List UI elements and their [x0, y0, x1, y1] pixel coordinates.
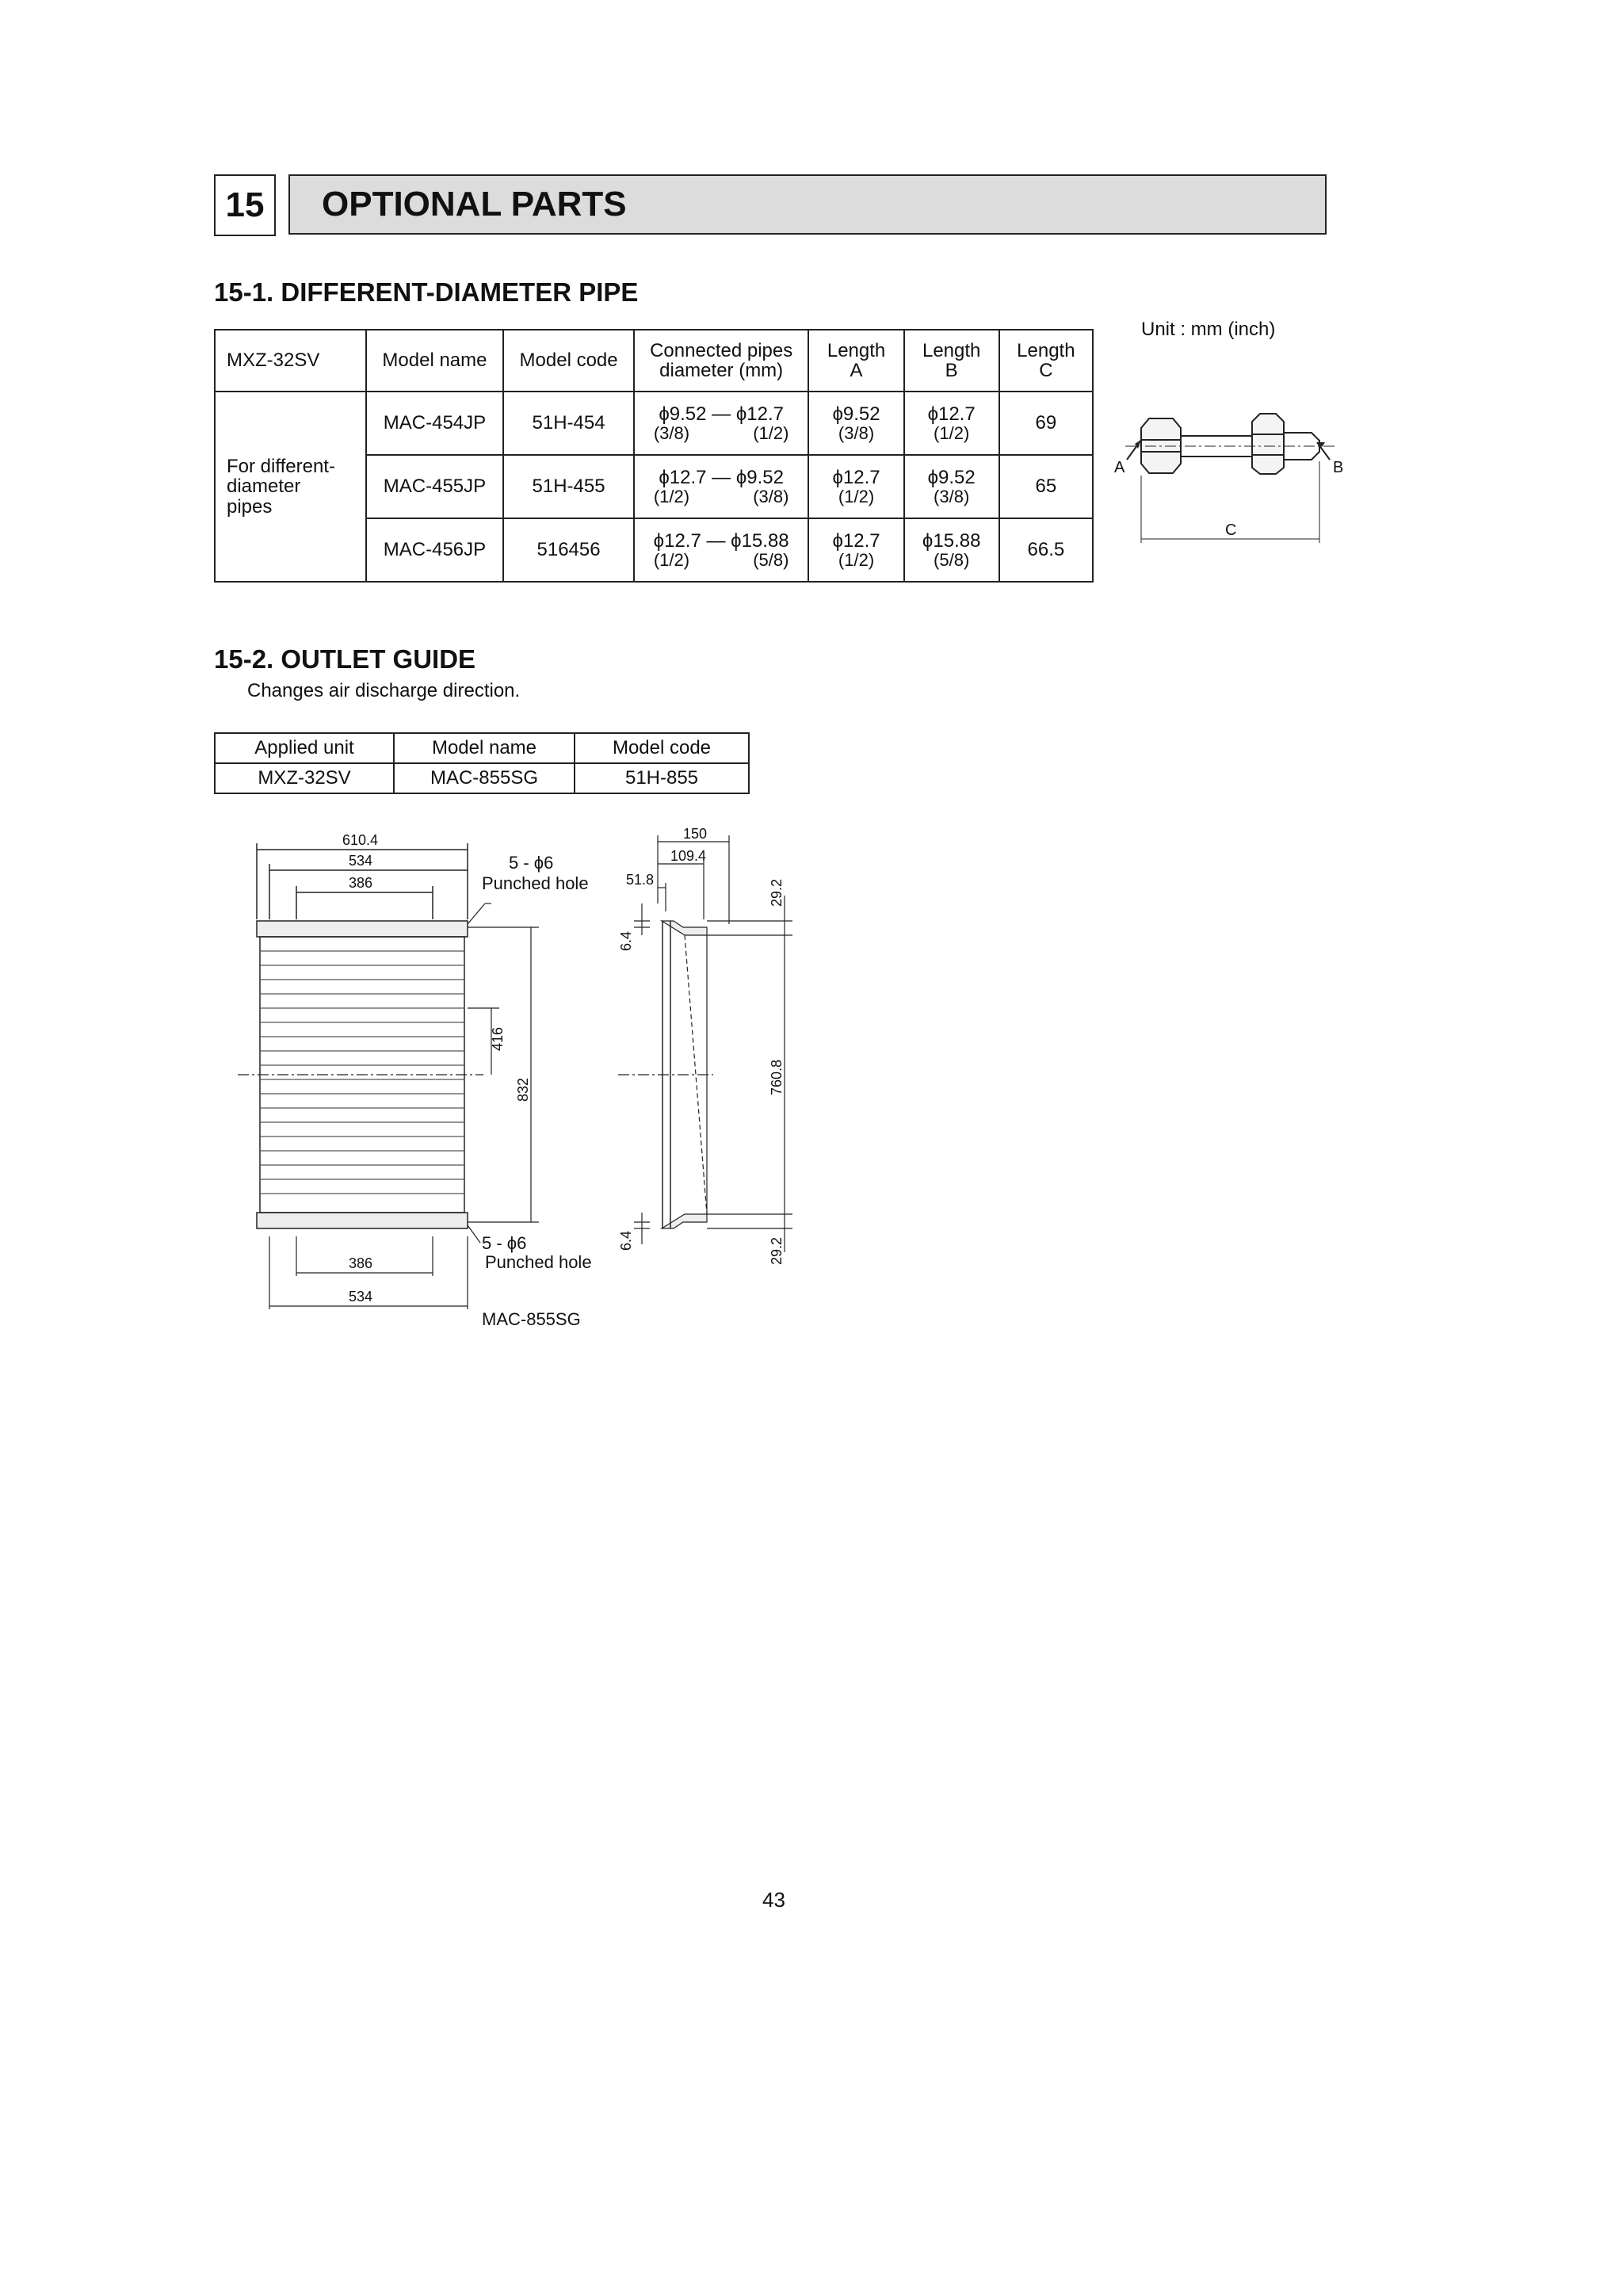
dim-29-top: 29.2 — [769, 878, 785, 907]
conn-inch — [635, 487, 808, 506]
outlet-table-header — [215, 733, 749, 763]
header-length-a-l1: Length — [827, 339, 886, 361]
dim-386-bottom: 386 — [349, 1255, 373, 1271]
row-length-b — [904, 455, 999, 518]
b-main: ϕ9.52 — [927, 466, 976, 488]
conn-inch-left: (3/8) — [653, 423, 690, 444]
label-b: B — [1333, 459, 1344, 476]
row-model-code: 51H-455 — [503, 455, 634, 518]
dim-64-bottom: 6.4 — [618, 1230, 634, 1251]
dim-416: 416 — [490, 1026, 506, 1051]
header-connected-l1: Connected pipes — [650, 339, 793, 361]
a-inch: (3/8) — [838, 423, 875, 444]
row-length-c: 66.5 — [999, 518, 1093, 582]
header-model-code: Model code — [503, 330, 634, 392]
header-model-name: Model name — [366, 330, 504, 392]
hole-bottom-label: Punched hole — [485, 1252, 592, 1272]
label-a: A — [1114, 459, 1125, 476]
dim-150: 150 — [683, 826, 708, 842]
row-model-code: 51H-855 — [575, 763, 749, 793]
purpose-l2: diameter — [227, 476, 301, 498]
header-model-code: Model code — [575, 733, 749, 763]
a-inch: (1/2) — [838, 487, 875, 507]
header-applied-unit: Applied unit — [215, 733, 394, 763]
row-model-name: MAC-855SG — [394, 763, 575, 793]
hole-top-count: 5 - ϕ6 — [509, 853, 554, 873]
outlet-description: Changes air discharge direction. — [247, 680, 521, 701]
header-unit: MXZ-32SV — [215, 330, 366, 392]
header-length-c — [999, 330, 1093, 392]
dim-760: 760.8 — [769, 1059, 785, 1095]
purpose-cell — [215, 392, 366, 582]
header-model-name: Model name — [394, 733, 575, 763]
outlet-front-view — [230, 824, 626, 1331]
b-main: ϕ15.88 — [922, 529, 981, 552]
conn-inch-right: (3/8) — [753, 487, 789, 507]
dim-534-top: 534 — [349, 853, 373, 869]
a-main: ϕ12.7 — [832, 529, 880, 552]
header-length-c-l1: Length — [1017, 339, 1075, 361]
header-length-b-l2: B — [945, 360, 958, 381]
row-length-a — [808, 392, 903, 455]
row-length-c: 65 — [999, 455, 1093, 518]
pipe-heading: 15-1. DIFFERENT-DIAMETER PIPE — [214, 277, 639, 307]
section-title: OPTIONAL PARTS — [288, 174, 1327, 235]
dim-51: 51.8 — [626, 872, 655, 888]
model-label: MAC-855SG — [482, 1309, 581, 1329]
conn-main: ϕ12.7 — ϕ9.52 — [659, 466, 784, 488]
conn-inch-right: (5/8) — [753, 550, 789, 571]
conn-main: ϕ12.7 — ϕ15.88 — [653, 529, 789, 552]
page-number: 43 — [762, 1888, 785, 1912]
row-model-name: MAC-456JP — [366, 518, 504, 582]
outlet-side-view — [618, 824, 824, 1268]
outlet-table — [214, 732, 750, 794]
row-connected — [634, 518, 809, 582]
table-row — [215, 392, 1093, 455]
b-main: ϕ12.7 — [927, 403, 976, 425]
row-connected — [634, 455, 809, 518]
hole-top-label: Punched hole — [482, 873, 589, 893]
conn-inch — [635, 551, 808, 569]
row-model-code: 516456 — [503, 518, 634, 582]
conn-inch-right: (1/2) — [753, 423, 789, 444]
header-connected-l2: diameter (mm) — [659, 360, 784, 381]
dim-610: 610.4 — [342, 832, 379, 848]
outlet-heading: 15-2. OUTLET GUIDE — [214, 644, 476, 674]
dim-386-top: 386 — [349, 875, 373, 891]
b-inch: (5/8) — [934, 550, 970, 571]
dim-109: 109.4 — [670, 848, 707, 864]
section-number: 15 — [214, 174, 276, 236]
row-model-name: MAC-455JP — [366, 455, 504, 518]
pipe-table-header — [215, 330, 1093, 392]
header-length-a — [808, 330, 903, 392]
header-length-a-l2: A — [850, 360, 863, 381]
row-length-b — [904, 392, 999, 455]
louvre-lines — [260, 951, 464, 1194]
dim-64-top: 6.4 — [618, 930, 634, 951]
header-length-b — [904, 330, 999, 392]
purpose-l1: For different- — [227, 456, 335, 478]
conn-main: ϕ9.52 — ϕ12.7 — [659, 403, 784, 425]
a-main: ϕ12.7 — [832, 466, 880, 488]
pipe-table — [214, 329, 1094, 583]
dim-832: 832 — [515, 1077, 531, 1102]
a-main: ϕ9.52 — [832, 403, 880, 425]
label-c: C — [1225, 521, 1237, 539]
b-inch: (3/8) — [934, 487, 970, 507]
row-model-name: MAC-454JP — [366, 392, 504, 455]
conn-inch — [635, 424, 808, 442]
row-model-code: 51H-454 — [503, 392, 634, 455]
b-inch: (1/2) — [934, 423, 970, 444]
row-length-a — [808, 455, 903, 518]
header-connected — [634, 330, 809, 392]
purpose-l3: pipes — [227, 495, 273, 518]
table-row — [215, 763, 749, 793]
dim-534-bottom: 534 — [349, 1289, 373, 1305]
row-connected — [634, 392, 809, 455]
unit-note: Unit : mm (inch) — [1141, 319, 1276, 340]
row-applied-unit: MXZ-32SV — [215, 763, 394, 793]
a-inch: (1/2) — [838, 550, 875, 571]
header-length-b-l1: Length — [922, 339, 981, 361]
hole-bottom-count: 5 - ϕ6 — [482, 1233, 527, 1253]
row-length-b — [904, 518, 999, 582]
dim-29-bottom: 29.2 — [769, 1236, 785, 1265]
conn-inch-left: (1/2) — [653, 487, 690, 507]
row-length-a — [808, 518, 903, 582]
pipe-fitting-diagram — [1109, 372, 1347, 563]
conn-inch-left: (1/2) — [653, 550, 690, 571]
row-length-c: 69 — [999, 392, 1093, 455]
header-length-c-l2: C — [1039, 360, 1053, 381]
